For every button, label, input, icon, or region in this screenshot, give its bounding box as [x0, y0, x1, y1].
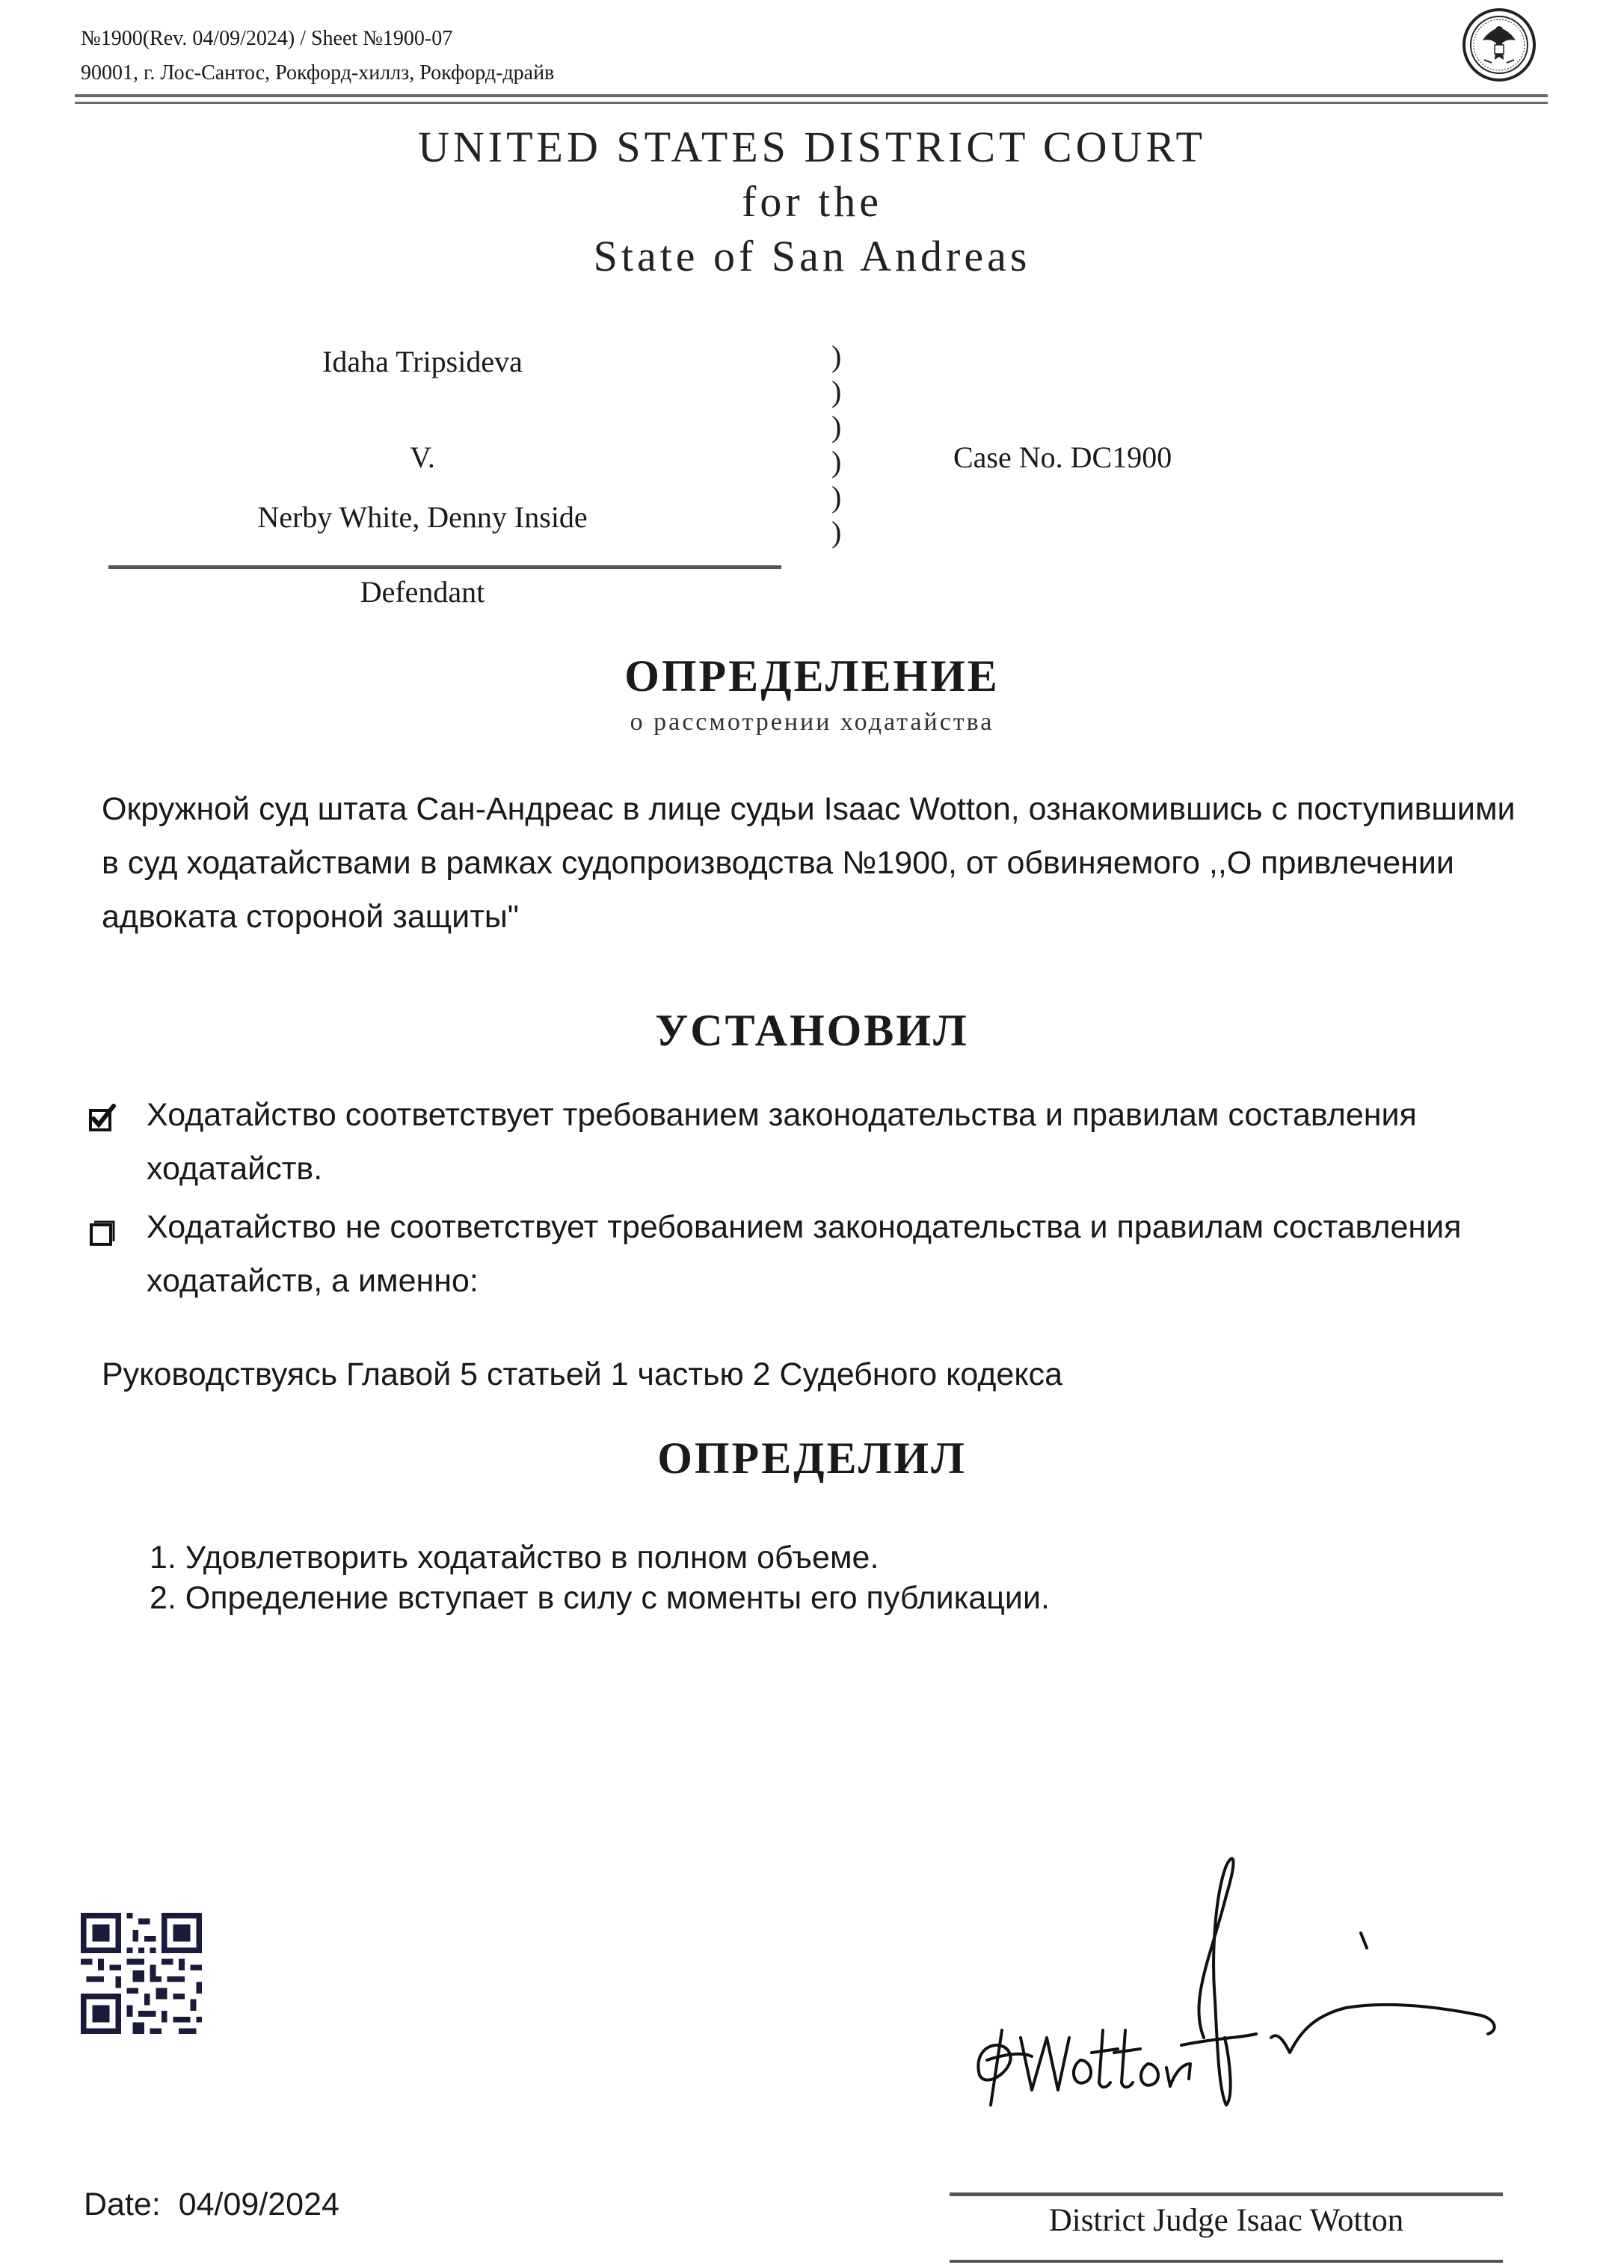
- header-rule-bottom: [75, 102, 1548, 104]
- court-seal-icon: [1462, 7, 1537, 82]
- document-subtitle: о рассмотрении ходатайства: [630, 708, 994, 736]
- defendant-label: Defendant: [360, 575, 485, 609]
- caption-paren: ): [831, 375, 842, 408]
- caption-paren: ): [831, 339, 842, 373]
- date-label: Date:: [84, 2186, 161, 2222]
- legal-basis: Руководствуясь Главой 5 статьей 1 частью 2 Судебного кодекса: [102, 1356, 1063, 1392]
- signature-rule-top: [950, 2192, 1503, 2196]
- header-rule-top: [75, 94, 1548, 97]
- form-number: №1900(Rev. 04/09/2024) / Sheet №1900-07: [81, 27, 453, 50]
- ruling-heading: ОПРЕДЕЛИЛ: [657, 1433, 967, 1483]
- intro-paragraph: Окружной суд штата Сан-Андреас в лице судьи Isaac Wotton, ознакомившись с поступившими в суд ходатайствами в рамках судопроизводства №1900, от обвиняемого ,,О привлечении адвоката стороной защиты": [102, 791, 1516, 935]
- versus-label: V.: [410, 440, 435, 474]
- court-for-the: for the: [742, 177, 882, 226]
- ruling-item: 2. Определение вступает в силу с моменты его публикации.: [150, 1580, 1050, 1616]
- judge-signature: [957, 1851, 1503, 2120]
- caption-rule: [108, 565, 781, 569]
- qr-code-icon[interactable]: [81, 1913, 202, 2034]
- defendants-names: Nerby White, Denny Inside: [257, 500, 588, 534]
- court-name: UNITED STATES DISTRICT COURT: [418, 123, 1206, 171]
- findings-heading: УСТАНОВИЛ: [655, 1006, 969, 1055]
- judge-title: District Judge Isaac Wotton: [1048, 2203, 1404, 2238]
- finding-option-noncompliant: Ходатайство не соответствует требованием законодательства и правилам составления ходатайств, а именно:: [147, 1209, 1462, 1299]
- case-number: Case No. DC1900: [953, 440, 1172, 474]
- court-address: 90001, г. Лос-Сантос, Рокфорд-хиллз, Рокфорд-драйв: [81, 61, 555, 84]
- date-value: 04/09/2024: [178, 2186, 339, 2222]
- ruling-item: 1. Удовлетворить ходатайство в полном объеме.: [150, 1540, 879, 1576]
- date-line: [84, 2186, 339, 2223]
- caption-paren: ): [831, 410, 842, 443]
- caption-paren: ): [831, 445, 842, 479]
- caption-paren: ): [831, 515, 842, 549]
- finding-option-compliant: Ходатайство соответствует требованием законодательства и правилам составления ходатайств.: [147, 1097, 1417, 1187]
- plaintiff-name: Idaha Tripsideva: [322, 345, 523, 378]
- caption-paren: ): [831, 480, 842, 514]
- signature-rule-bottom: [950, 2260, 1503, 2263]
- court-state: State of San Andreas: [593, 232, 1031, 280]
- document-title: ОПРЕДЕЛЕНИЕ: [624, 651, 1000, 701]
- checked-checkbox-icon[interactable]: [88, 1104, 117, 1132]
- unchecked-checkbox-icon[interactable]: [88, 1219, 117, 1247]
